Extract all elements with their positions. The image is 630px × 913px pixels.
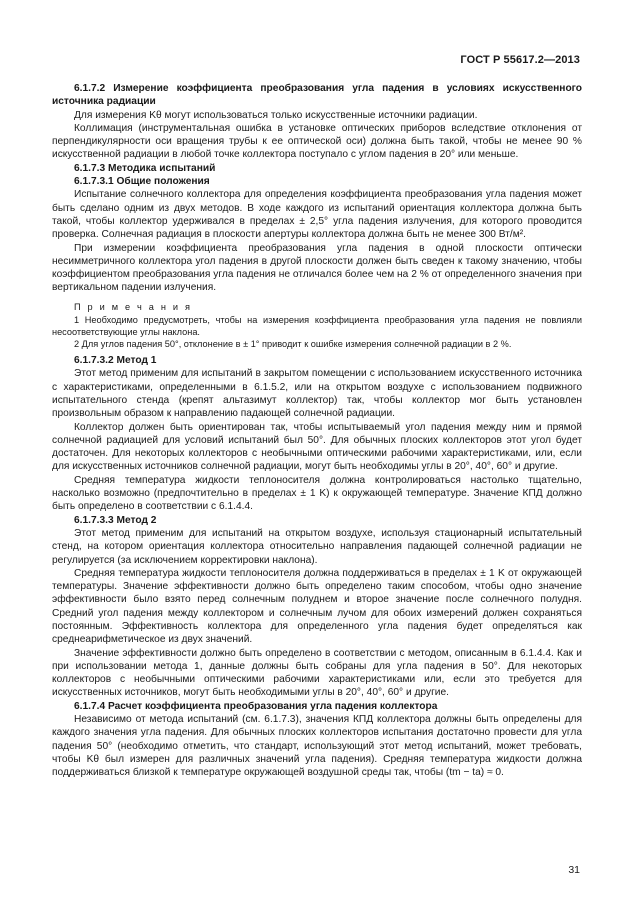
paragraph: Для измерения Kθ могут использоваться только искусственные источники радиации.	[74, 109, 478, 121]
paragraph: Коллектор должен быть ориентирован так, чтобы испытываемый угол падения между ним и прямой солнечной радиацией для условий испытаний был 50°. Для обычных плоских коллекторов этот угол будет достаточен. Для некоторых коллекторов с необычными оптическими рабочими характеристиками, или, если для искусственных источников солнечной радиации, могут быть необходимы углы в 20°, 40°, 60° и другие.	[52, 421, 582, 473]
paragraph: Значение эффективности должно быть определено в соответствии с методом, описанным в 6.1.4.4. Как и при использовании метода 1, данные должны быть собраны для угла падения в 50°. Для некоторых коллекторов с необычными оптическими рабочими характеристиками или, если это требуется для искусственных источников, могут быть необходимыми углы в 20°, 40°, 60° и другие.	[52, 647, 582, 699]
section-heading-6-1-7-2: 6.1.7.2 Измерение коэффициента преобразования угла падения в условиях искусственного источника радиации	[52, 83, 582, 108]
paragraph: При измерении коэффициента преобразования угла падения в одной плоскости оптически несимметричного коллектора угол падения в другой плоскости должен быть сведен к такому значению, чтобы коэффициентом преобразования угла падения не отличался более чем на 2 % от определенного значения при вертикальном падении излучения.	[52, 242, 582, 294]
paragraph: Средняя температура жидкости теплоносителя должна поддерживаться в пределах ± 1 K от окружающей температуры. Значение эффективности должно быть определено таким способом, чтобы одно значение эффективности было взято перед солнечным полуднем и второе значение после солнечного полудня. Средний угол падения между коллектором и солнечным лучом для обоих измерений должен сохраняться постоянным. Эффективность коллектора для определенного угла падения будет определяться как среднеарифметическое из двух значений.	[52, 567, 582, 646]
paragraph: Этот метод применим для испытаний в закрытом помещении с использованием искусственного источника с характеристиками, определенными в 6.1.5.2, или на открытом воздухе с использованием подвижного испытательного стенда (крепят альтазимут коллектор) так, чтобы коллектор мог быть установлен произвольным образом к направлению падающей солнечной радиации.	[52, 368, 582, 420]
section-heading-6-1-7-3-2: 6.1.7.3.2 Метод 1	[74, 355, 157, 367]
standard-header: ГОСТ Р 55617.2—2013	[460, 54, 580, 66]
note-1: 1 Необходимо предусмотреть, чтобы на измерения коэффициента преобразования угла падения не повлияли несоответствующие углы наклона.	[52, 315, 582, 338]
section-heading-6-1-7-3: 6.1.7.3 Методика испытаний	[74, 162, 216, 174]
paragraph: Испытание солнечного коллектора для определения коэффициента преобразования угла падения может быть сделано одним из двух методов. В ходе каждого из испытаний ориентация коллектора должна быть такой, чтобы коллектор удерживался в пределах ± 2,5° угла падения излучения, для которого проводится проверка. Солнечная радиация в плоскости апертуры коллектора должна быть не менее 300 Вт/м².	[52, 189, 582, 241]
section-heading-6-1-7-3-3: 6.1.7.3.3 Метод 2	[74, 514, 157, 526]
note-2: 2 Для углов падения 50°, отклонение в ± 1° приводит к ошибке измерения солнечной радиации в 2 %.	[74, 339, 512, 350]
paragraph: Независимо от метода испытаний (см. 6.1.7.3), значения КПД коллектора должны быть определены для каждого значения угла падения. Для обычных плоских коллекторов испытания достаточно провести для угла падения 50° (необходимо отметить, что стандарт, использующий этот метод испытаний, может требовать, чтобы Kθ был измерен для различных значений угла падения). Средняя температура жидкости должна поддерживаться близкой к температуре окружающей воздушной среды так, чтобы (tm − ta) ≈ 0.	[52, 714, 582, 779]
notes-title: П р и м е ч а н и я	[74, 301, 193, 312]
section-heading-6-1-7-3-1: 6.1.7.3.1 Общие положения	[74, 176, 210, 188]
page-number: 31	[568, 864, 580, 876]
body-text	[52, 82, 582, 780]
paragraph: Средняя температура жидкости теплоносителя должна контролироваться настолько тщательно, насколько возможно (предпочтительно в пределах ± 1 K) к окружающей температуре. Значение КПД должно быть определено в соответствии с 6.1.4.4.	[52, 474, 582, 513]
paragraph: Этот метод применим для испытаний на открытом воздухе, используя стационарный испытательный стенд, на котором ориентация коллектора относительно направления падающей солнечной радиации не регулируется (за исключением корректировки наклона).	[52, 527, 582, 566]
section-heading-6-1-7-4: 6.1.7.4 Расчет коэффициента преобразования угла падения коллектора	[74, 700, 438, 712]
paragraph: Коллимация (инструментальная ошибка в установке оптических приборов вследствие отклонения от перпендикулярности оси вращения трубы к ее оптической оси) должна быть такой, чтобы не менее 90 % искусственной радиации в любой точке коллектора поступало с углом падения в 20° или меньше.	[52, 122, 582, 161]
